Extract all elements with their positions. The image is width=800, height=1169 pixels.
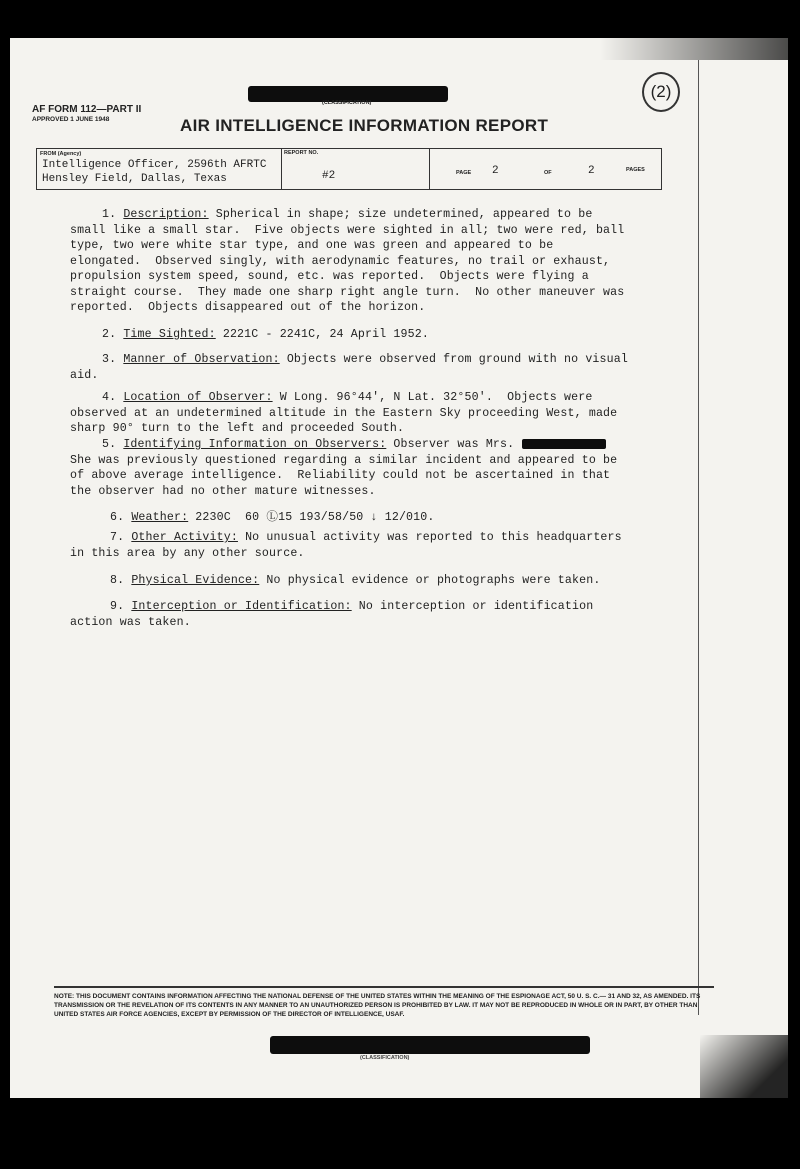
- p5-heading: Identifying Information on Observers:: [123, 438, 387, 451]
- redaction-bottom-classification: [270, 1036, 590, 1054]
- scan-edge-gradient: [700, 1035, 790, 1105]
- p7-number: 7.: [110, 531, 125, 544]
- p2-number: 2.: [102, 328, 117, 341]
- approved-date: APPROVED 1 JUNE 1948: [32, 116, 110, 123]
- scan-border-right: [788, 0, 800, 1169]
- redaction-observer-name: [522, 439, 606, 449]
- paragraph-1: [70, 207, 630, 316]
- p3-number: 3.: [102, 353, 117, 366]
- p4-heading: Location of Observer:: [123, 391, 273, 404]
- p8-text: No physical evidence or photographs were taken.: [266, 574, 601, 587]
- p8-number: 8.: [110, 574, 125, 587]
- p1-text: Spherical in shape; size undetermined, appeared to be small like a small star. Five objects were sighted in all; two were red, ball type, two were white star type, and one was green and appeared to be elongated. Observed singly, with aerodynamic features, no trail or exhaust, propulsion system speed, sound, etc. was reported. Objects were flying a straight course. They made one sharp right angle turn. No other maneuver was reported. Objects disappeared out of the horizon.: [70, 208, 632, 314]
- classification-bottom: (CLASSIFICATION): [360, 1055, 410, 1061]
- p9-heading: Interception or Identification:: [131, 600, 352, 613]
- p1-heading: Description:: [123, 208, 209, 221]
- p5-text-2: She was previously questioned regarding a similar incident and appeared to be of above average intelligence. Reliability could not be ascertained in that the observer had no other mature witnesses.: [70, 453, 625, 498]
- report-no-label: REPORT NO.: [284, 150, 319, 156]
- paragraph-5: [70, 437, 630, 499]
- from-line-1: Intelligence Officer, 2596th AFRTC: [42, 159, 267, 171]
- from-label: FROM (Agency): [40, 151, 82, 157]
- scan-border-bottom: [0, 1098, 800, 1169]
- p9-text: No interception or identification action was taken.: [70, 600, 601, 629]
- of-value: 2: [588, 165, 595, 177]
- p3-heading: Manner of Observation:: [123, 353, 280, 366]
- p1-number: 1.: [102, 208, 117, 221]
- paragraph-7: [70, 530, 630, 561]
- p5-text: Observer was Mrs.: [393, 438, 515, 451]
- paragraph-2: [70, 327, 630, 343]
- scan-border-top: [0, 0, 800, 38]
- p6-number: 6.: [110, 511, 125, 524]
- paragraph-3: [70, 352, 636, 383]
- scan-edge-gradient-top: [600, 38, 790, 60]
- paragraph-8: [70, 573, 630, 589]
- form-id: AF FORM 112—PART II: [32, 104, 142, 115]
- footer-note: NOTE: THIS DOCUMENT CONTAINS INFORMATION AFFECTING THE NATIONAL DEFENSE OF THE UNITED STATES WITHIN THE MEANING OF THE ESPIONAGE ACT, 50 U. S. C.— 31 AND 32, AS AMENDED. ITS TRANSMISSION OR THE REVELATION OF ITS CONTENTS IN ANY MANNER TO AN UNAUTHORIZED PERSON IS PROHIBITED BY LAW. IT MAY NOT BE REPRODUCED IN WHOLE OR IN PART, BY OTHER THAN UNITED STATES AIR FORCE AGENCIES, EXCEPT BY PERMISSION OF THE DIRECTOR OF INTELLIGENCE, USAF.: [54, 993, 701, 1018]
- paragraph-9: [70, 599, 630, 630]
- p9-number: 9.: [110, 600, 125, 613]
- classification-top: (CLASSIFICATION): [322, 100, 372, 106]
- p8-heading: Physical Evidence:: [131, 574, 260, 587]
- p4-number: 4.: [102, 391, 117, 404]
- p6-text: 2230C 60 Ⓛ15 193/58/50 ↓ 12/010.: [195, 511, 435, 524]
- page-mark: (2): [642, 72, 680, 112]
- from-line-2: Hensley Field, Dallas, Texas: [42, 173, 227, 185]
- page-label: PAGE: [456, 170, 472, 176]
- p3-text: Objects were observed from ground with no visual aid.: [70, 353, 636, 382]
- scan-border-left: [0, 0, 10, 1169]
- p2-heading: Time Sighted:: [123, 328, 216, 341]
- footer-divider: [54, 986, 714, 988]
- p2-text: 2221C - 2241C, 24 April 1952.: [222, 328, 429, 341]
- p6-heading: Weather:: [131, 511, 189, 524]
- pages-label: PAGES: [626, 167, 645, 173]
- page-value: 2: [492, 165, 499, 177]
- report-no-value: #2: [322, 170, 336, 182]
- paragraph-6: [70, 510, 630, 526]
- p7-text: No unusual activity was reported to this headquarters in this area by any other source.: [70, 531, 629, 560]
- p7-heading: Other Activity:: [131, 531, 238, 544]
- of-label: OF: [544, 170, 552, 176]
- p5-number: 5.: [102, 438, 117, 451]
- p4-text: W Long. 96°44', N Lat. 32°50'. Objects were observed at an undetermined altitude in the Eastern Sky proceeding West, made sharp 90° turn to the left and proceeded South.: [70, 391, 625, 435]
- page-title: AIR INTELLIGENCE INFORMATION REPORT: [180, 116, 549, 135]
- paragraph-4: [70, 390, 630, 437]
